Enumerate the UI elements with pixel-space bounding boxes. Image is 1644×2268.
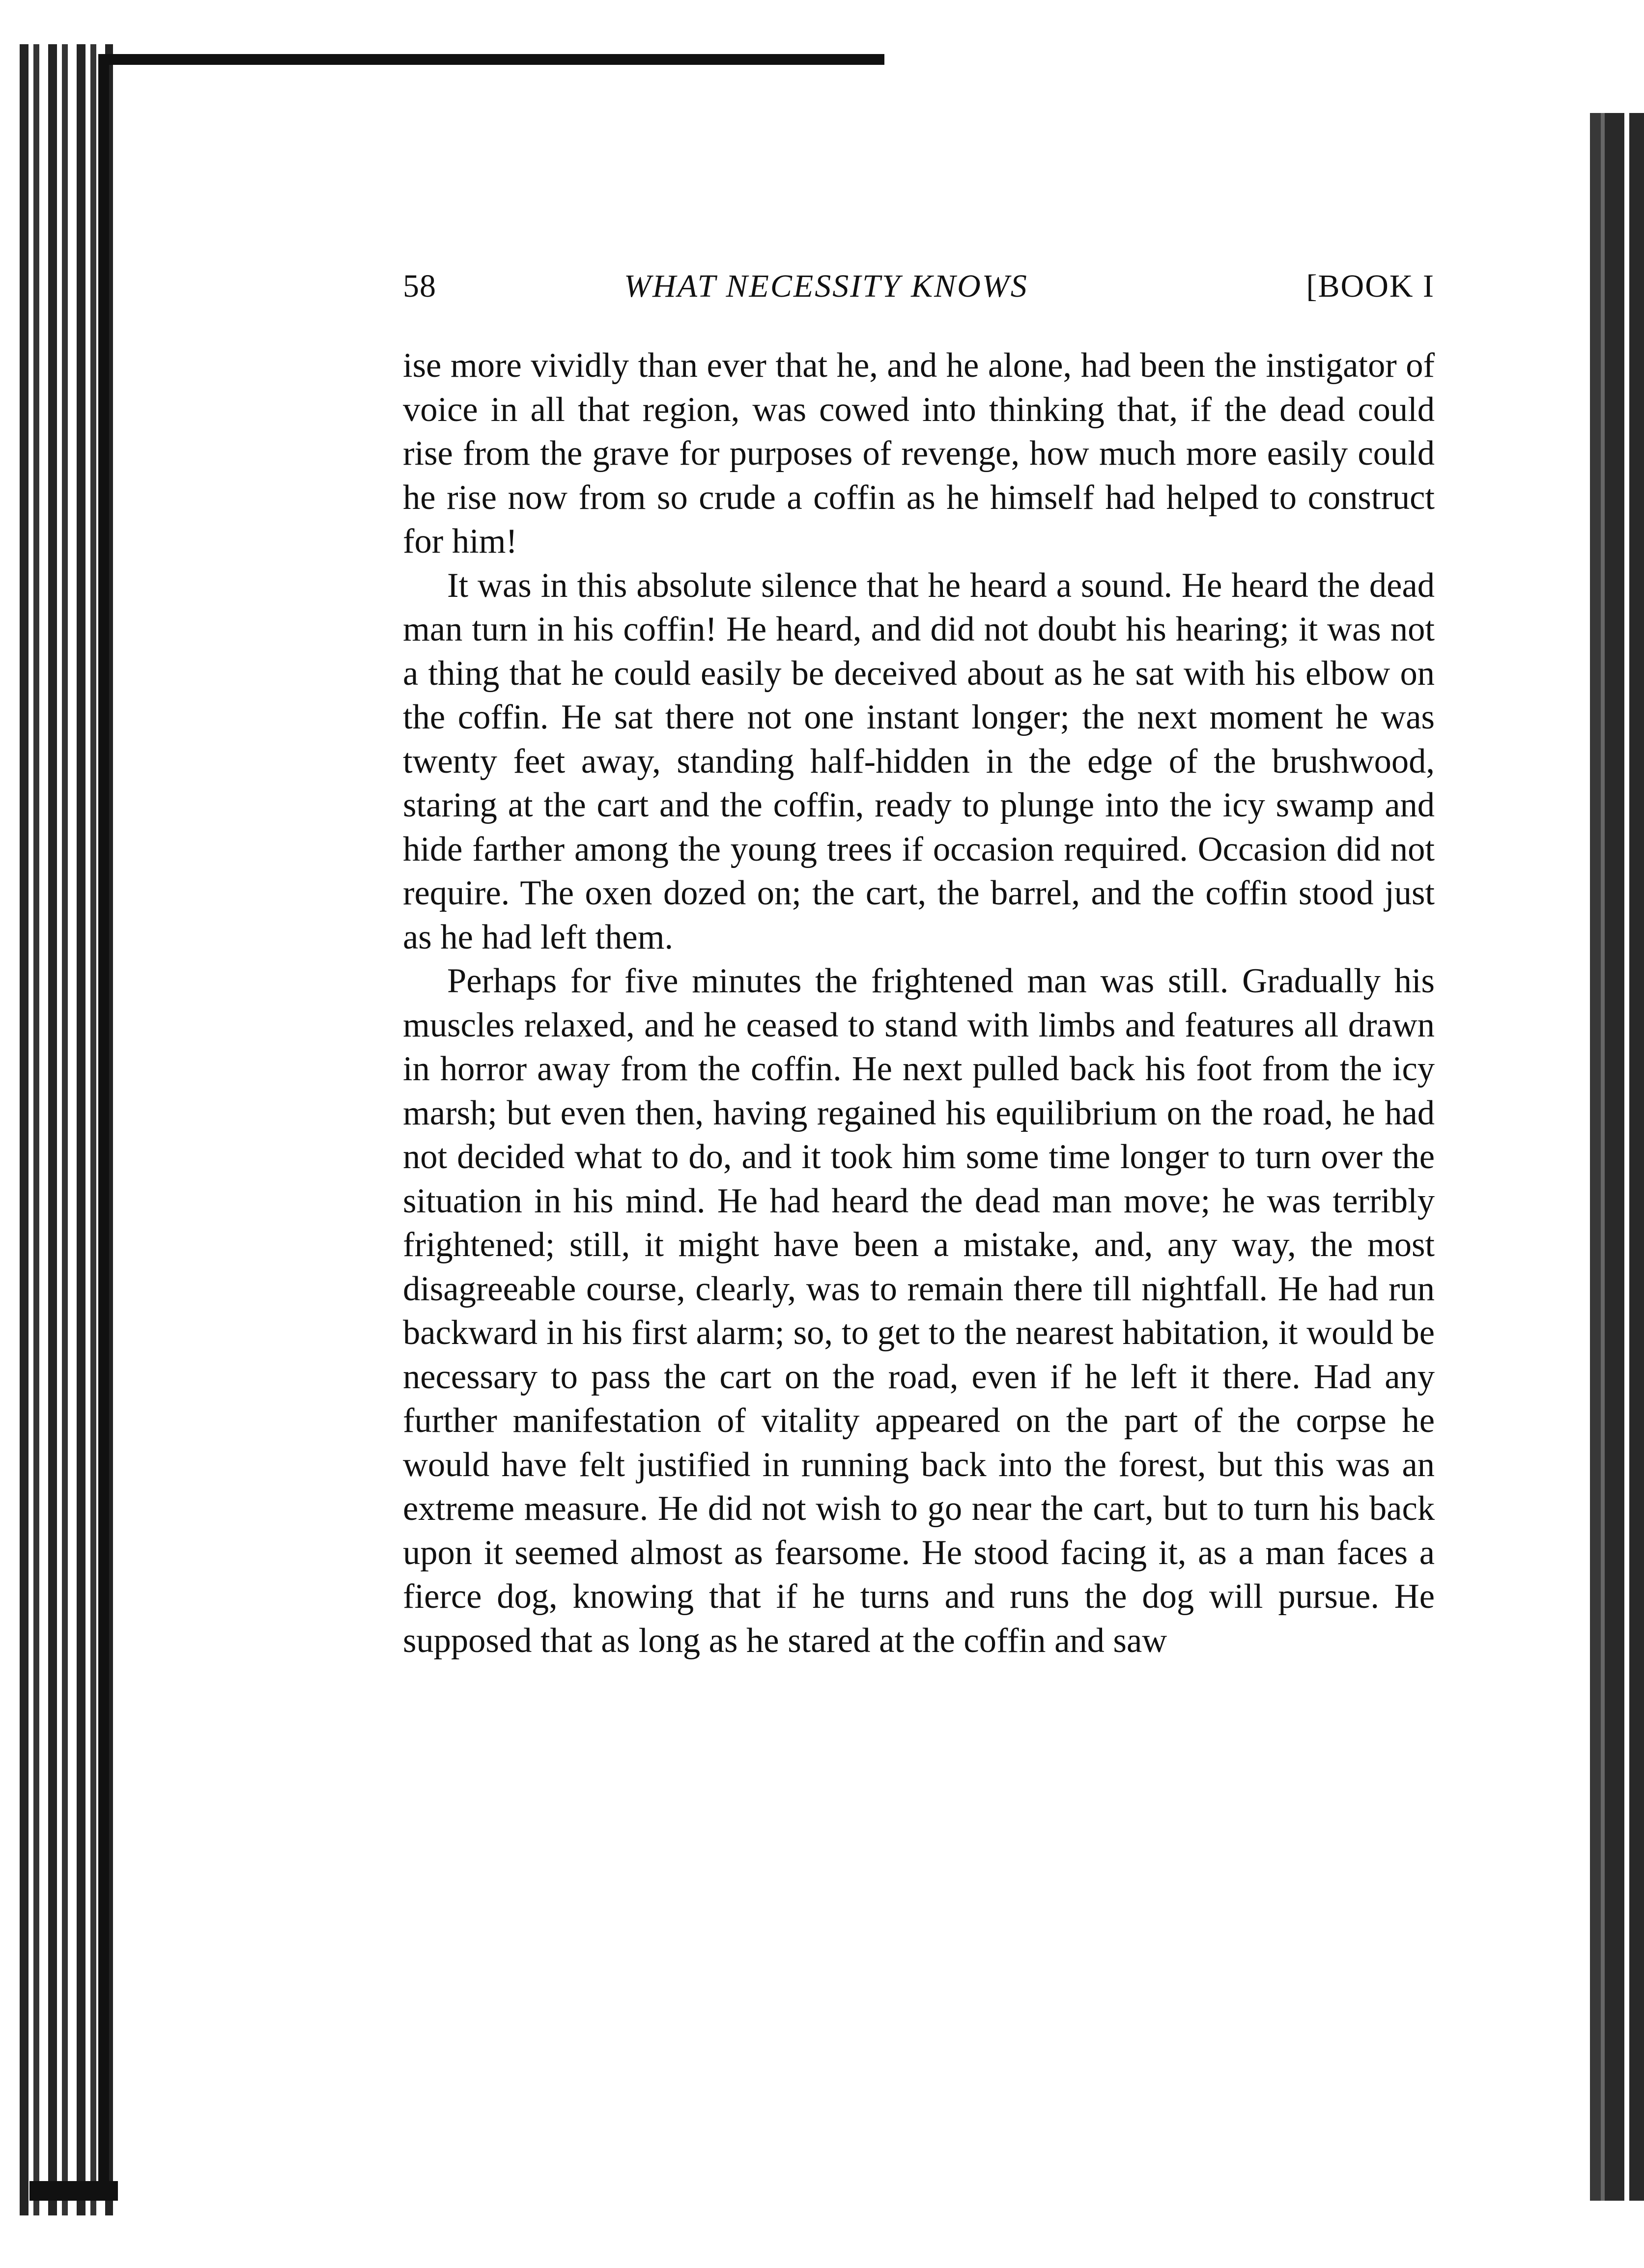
paragraph-3: Perhaps for five minutes the frightened man was still. Gradually his muscles relaxed, and he ceased to stand with limbs and features all drawn in horror away from the coffin. He next pulled back his foot from the icy marsh; but even then, having regained his equilibrium on the road, he had not decided what to do, and it took him some time longer to turn over the situation in his mind. He had heard the dead man move; he was terribly frightened; still, it might have been a mistake, and, any way, the most disagreeable course, clearly, was to remain there till nightfall. He had run backward in his first alarm; so, to get to the nearest habitation, it would be necessary to pass the cart on the road, even if he left it there. Had any further manifestation of vitality appeared on the part of the corpse he would have felt justified in running back into the forest, but this was an extreme measure. He did not wish to go near the cart, but to turn his back upon it seemed almost as fearsome. He stood facing it, as a man faces a fierce dog, knowing that if he turns and runs the dog will pursue. He supposed that as long as he stared at the coffin and saw bbox=[403, 962, 1435, 1660]
paragraph-1: ise more vividly than ever that he, and he alone, had been the instigator of voice in all that region, was cowed into thinking that, if the dead could rise from the grave for purposes of revenge, how much more easily could he rise now from so crude a coffin as he himself had helped to construct for him! bbox=[403, 346, 1435, 560]
scan-page-edge-top bbox=[98, 54, 884, 65]
running-head bbox=[403, 268, 1454, 312]
book-marker: [BOOK I bbox=[1306, 268, 1435, 304]
paragraph-2: It was in this absolute silence that he heard a sound. He heard the dead man turn in his coffin! He heard, and did not doubt his hearing; it was not a thing that he could easily be deceived about as he sat with his elbow on the coffin. He sat there not one instant longer; the next moment he was twenty feet away, standing half-hidden in the edge of the brushwood, staring at the cart and the coffin, ready to plunge into the icy swamp and hide farther among the young trees if occasion required. Occasion did not require. The oxen dozed on; the cart, the barrel, and the coffin stood just as he had left them. bbox=[403, 566, 1435, 956]
body-text bbox=[403, 344, 1435, 1663]
page-number: 58 bbox=[403, 268, 436, 304]
running-title: WHAT NECESSITY KNOWS bbox=[624, 268, 1028, 304]
scan-binding-shadow-right bbox=[1590, 113, 1644, 2201]
scan-smudge-bottom bbox=[29, 2181, 118, 2201]
scan-page-edge-left bbox=[98, 54, 109, 2181]
